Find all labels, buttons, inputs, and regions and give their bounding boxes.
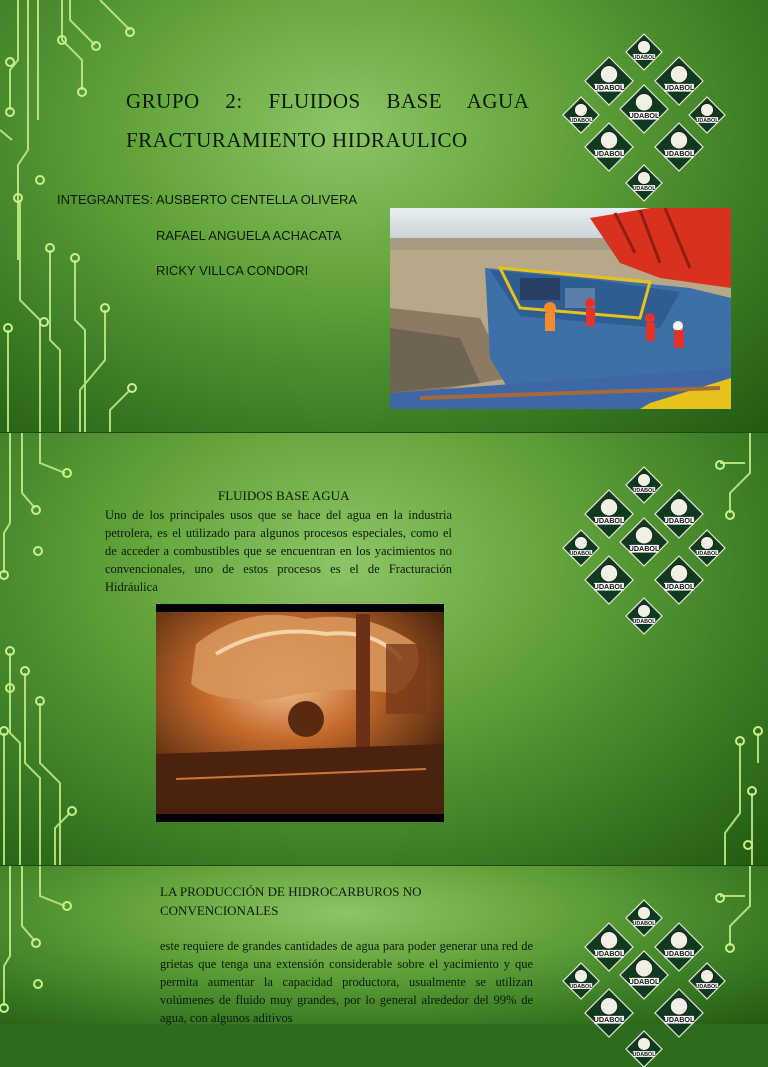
slide-2 [0, 433, 768, 865]
section-heading-line-2: CONVENCIONALES [160, 903, 279, 918]
section-heading: FLUIDOS BASE AGUA [218, 488, 350, 503]
logo-seal-icon [670, 499, 687, 516]
logo-wordmark: UDABOL [663, 1015, 695, 1025]
logo-wordmark: UDABOL [632, 920, 656, 927]
member-name-1: AUSBERTO CENTELLA OLIVERA [155, 192, 358, 207]
logo-wordmark: UDABOL [593, 83, 625, 93]
logo-wordmark: UDABOL [663, 516, 695, 526]
logo-seal-icon [638, 40, 651, 53]
logo-wordmark: UDABOL [632, 618, 656, 625]
logo-seal-icon [575, 969, 588, 982]
logo-seal-icon [638, 473, 651, 486]
logo-seal-icon [670, 932, 687, 949]
logo-wordmark: UDABOL [593, 1015, 625, 1025]
logo-seal-icon [575, 536, 588, 549]
udabol-diamond-logo-icon [561, 35, 727, 201]
oil-rig-photo [390, 208, 731, 409]
title-line-1-text: GRUPO 2: FLUIDOS BASE AGUA [126, 89, 530, 113]
circuit-decoration-icon [0, 866, 90, 1024]
logo-seal-icon [600, 499, 617, 516]
logo-seal-icon [635, 94, 652, 111]
member-name-2: RAFAEL ANGUELA ACHACATA [156, 228, 342, 243]
logo-seal-icon [600, 565, 617, 582]
logo-seal-icon [638, 1037, 651, 1050]
logo-wordmark: UDABOL [632, 185, 656, 192]
section-heading-line-1: LA PRODUCCIÓN DE HIDROCARBUROS NO [160, 884, 422, 899]
logo-wordmark: UDABOL [628, 977, 660, 987]
logo-wordmark: UDABOL [663, 582, 695, 592]
logo-wordmark: UDABOL [632, 1051, 656, 1058]
logo-seal-icon [670, 66, 687, 83]
logo-seal-icon [638, 906, 651, 919]
logo-wordmark: UDABOL [569, 983, 593, 990]
logo-wordmark: UDABOL [695, 117, 719, 124]
udabol-diamond-logo-icon [561, 901, 727, 1067]
logo-seal-icon [701, 969, 714, 982]
slide-title-line-2: FRACTURAMIENTO HIDRAULICO [126, 128, 468, 152]
slide-1 [0, 0, 768, 432]
logo-seal-icon [600, 132, 617, 149]
logo-wordmark: UDABOL [628, 111, 660, 121]
logo-seal-icon [600, 66, 617, 83]
logo-seal-icon [670, 998, 687, 1015]
logo-wordmark: UDABOL [695, 550, 719, 557]
slide-3 [0, 866, 768, 1058]
member-name-3: RICKY VILLCA CONDORI [156, 263, 309, 278]
logo-seal-icon [635, 527, 652, 544]
logo-seal-icon [701, 536, 714, 549]
section-body-text: Uno de los principales usos que se hace del agua en la industria petrolera, es el utilizado para algunos procesos especiales, como el de acceder a combustibles que se encuentran en los yacimientos no convencionales, uno de estos procesos es el de Fracturación Hidráulica [105, 508, 452, 594]
logo-wordmark: UDABOL [663, 83, 695, 93]
logo-wordmark: UDABOL [632, 487, 656, 494]
integrantes-label: INTEGRANTES: [57, 192, 154, 207]
logo-seal-icon [600, 932, 617, 949]
logo-seal-icon [600, 998, 617, 1015]
circuit-decoration-icon [0, 433, 90, 865]
logo-seal-icon [575, 103, 588, 116]
logo-seal-icon [670, 132, 687, 149]
slide-title-line-1 [126, 89, 530, 114]
logo-wordmark: UDABOL [593, 149, 625, 159]
logo-wordmark: UDABOL [695, 983, 719, 990]
circuit-decoration-icon [0, 0, 150, 432]
logo-wordmark: UDABOL [593, 949, 625, 959]
udabol-diamond-logo-icon [561, 468, 727, 634]
section-body-text: este requiere de grandes cantidades de agua para poder generar una red de grietas que tenga una extensión considerable sobre el yacimiento y que permita aumentar la capacidad productora, usualmente se utilizan volúmenes de fluido muy grandes, por lo general alrededor del 99% de agua, con algunos aditivos [160, 939, 533, 1025]
logo-wordmark: UDABOL [593, 582, 625, 592]
logo-wordmark: UDABOL [663, 149, 695, 159]
logo-wordmark: UDABOL [628, 544, 660, 554]
logo-seal-icon [638, 171, 651, 184]
logo-wordmark: UDABOL [663, 949, 695, 959]
logo-seal-icon [638, 604, 651, 617]
logo-wordmark: UDABOL [569, 117, 593, 124]
logo-wordmark: UDABOL [593, 516, 625, 526]
logo-wordmark: UDABOL [569, 550, 593, 557]
logo-wordmark: UDABOL [632, 54, 656, 61]
logo-seal-icon [670, 565, 687, 582]
logo-seal-icon [635, 960, 652, 977]
logo-seal-icon [701, 103, 714, 116]
fracturing-photo [156, 604, 444, 822]
members-line-1 [57, 192, 357, 207]
